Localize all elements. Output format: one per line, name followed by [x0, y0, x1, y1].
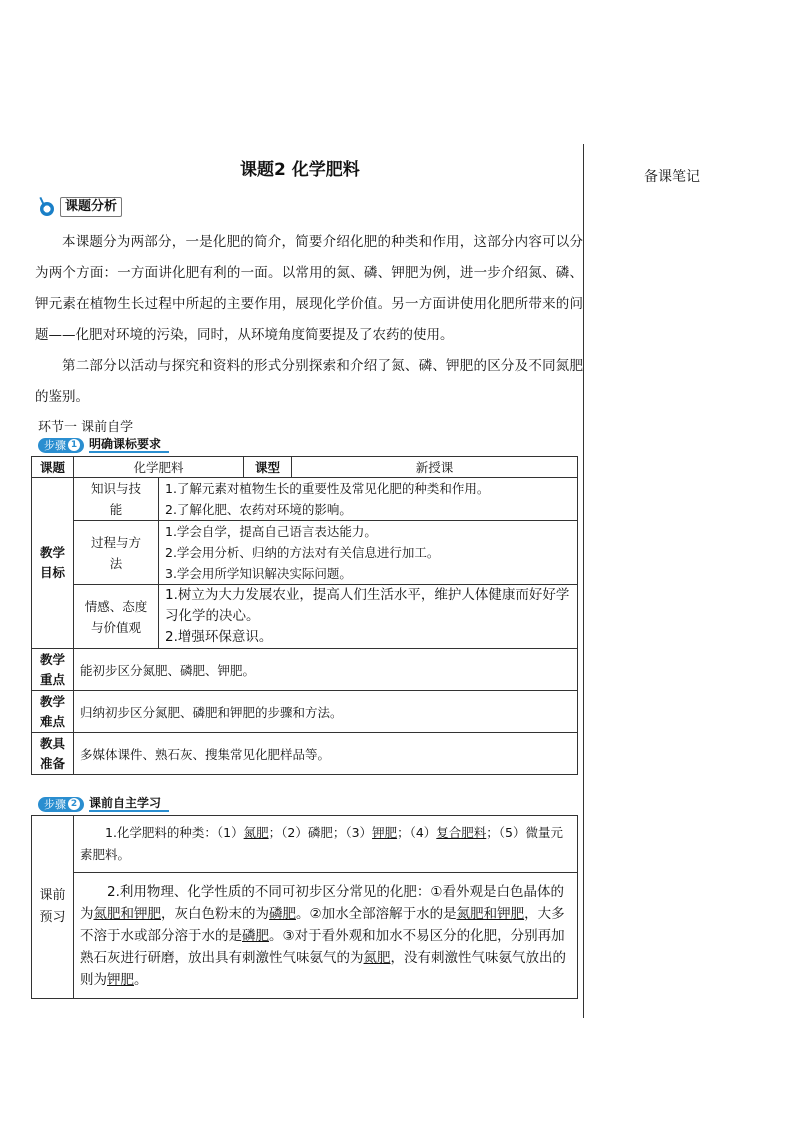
q2-text: ，大多不溶于水或部分溶于水的是	[80, 905, 565, 944]
step-1-pill	[38, 438, 84, 453]
goal-item: 1.学会自学，提高自己语言表达能力。	[165, 524, 377, 539]
q2-text: 。	[134, 971, 148, 988]
tools-label	[32, 733, 74, 775]
topic-label: 课题	[32, 457, 74, 478]
goal-dimension: 知识与技能	[74, 478, 159, 521]
preview-table	[31, 815, 578, 999]
difficult-value: 归纳初步区分氮肥、磷肥和钾肥的步骤和方法。	[74, 691, 578, 733]
table-row	[32, 478, 578, 521]
analysis-badge	[38, 197, 122, 217]
preview-question-2	[74, 873, 578, 999]
tools-label-text: 教具准备	[39, 735, 65, 771]
goal-item: 1.了解元素对植物生长的重要性及常见化肥的种类和作用。	[165, 481, 490, 496]
step-2-title: 课前自主学习	[89, 796, 169, 812]
q2-answer: 磷肥	[269, 905, 296, 922]
step-1-header	[38, 437, 169, 453]
margin-divider	[583, 144, 584, 1018]
q1-answer: 钾肥	[372, 825, 398, 840]
goals-label	[32, 478, 74, 649]
step-2-number: 2	[68, 798, 80, 810]
q2-answer: 氮肥和钾肥	[456, 905, 525, 922]
topic-value: 化学肥料	[74, 457, 244, 478]
preview-label	[32, 816, 74, 999]
goal-items	[159, 585, 578, 649]
q2-text: ，灰白色粉末的为	[161, 905, 269, 922]
goal-item: 2.了解化肥、农药对环境的影响。	[165, 502, 352, 517]
table-row	[32, 691, 578, 733]
side-note-label: 备课笔记	[644, 169, 700, 185]
q2-text: ，没有刺激性气味氨气放出的则为	[80, 949, 566, 988]
q1-answer: 氮肥	[243, 825, 269, 840]
table-row	[32, 733, 578, 775]
q1-text: ；（2）磷肥；（3）	[268, 825, 373, 840]
q1-text: ；（4）	[397, 825, 437, 840]
goal-item: 1.树立为大力发展农业，提高人们生活水平，维护人体健康而好好学习化学的决心。	[165, 587, 570, 624]
q2-text: 。③对于看外观和加水不易区分的化肥，分别再加熟石灰进行研磨，放出具有刺激性气味氨气的为	[80, 927, 565, 966]
table-row	[32, 521, 578, 585]
table-row	[32, 816, 578, 873]
step-2-header	[38, 796, 169, 812]
goal-dimension: 过程与方法	[74, 521, 159, 585]
step-2-pill	[38, 797, 84, 812]
q2-text: 。②加水全部溶解于水的是	[296, 905, 457, 922]
lesson-analysis-icon	[38, 197, 60, 217]
step-1-title: 明确课标要求	[89, 437, 169, 453]
q2-text: 2.利用物理、化学性质的不同可初步区分常见的化肥：①看外观是白色晶体的为	[80, 883, 564, 922]
step-1-number: 1	[68, 439, 80, 451]
goals-label-text: 教学目标	[39, 545, 65, 580]
step-1-label: 步骤	[44, 438, 66, 452]
tools-value: 多媒体课件、熟石灰、搜集常见化肥样品等。	[74, 733, 578, 775]
key-value: 能初步区分氮肥、磷肥、钾肥。	[74, 649, 578, 691]
analysis-badge-label: 课题分析	[60, 197, 122, 217]
q2-answer: 磷肥	[242, 927, 269, 944]
section-heading: 环节一 课前自学	[38, 420, 134, 435]
q1-answer: 复合肥料	[436, 825, 487, 840]
preview-question-1	[74, 816, 578, 873]
table-row	[32, 873, 578, 999]
q1-text: 1.化学肥料的种类：（1）	[105, 825, 244, 840]
q1-text: ；（5）微量元素肥料。	[80, 825, 564, 862]
goal-item: 3.学会用所学知识解决实际问题。	[165, 566, 352, 581]
curriculum-table	[31, 456, 578, 775]
type-label: 课型	[244, 457, 292, 478]
goal-items	[159, 478, 578, 521]
key-label-text: 教学重点	[39, 651, 65, 687]
table-row	[32, 457, 578, 478]
type-value: 新授课	[292, 457, 578, 478]
preview-label-text: 课前预习	[39, 888, 66, 925]
key-label	[32, 649, 74, 691]
intro-paragraph-1: 本课题分为两部分，一是化肥的简介，简要介绍化肥的种类和作用，这部分内容可以分为两个方面：一方面讲化肥有利的一面。以常用的氮、磷、钾肥为例，进一步介绍氮、磷、钾元素在植物生长过程中所起的主要作用，展现化学价值。另一方面讲使用化肥所带来的问题——化肥对环境的污染，同时，从环境角度简要提及了农药的使用。	[35, 234, 583, 343]
goal-item: 2.学会用分析、归纳的方法对有关信息进行加工。	[165, 545, 440, 560]
goal-dimension: 情感、态度与价值观	[74, 585, 159, 649]
page-title: 课题2 化学肥料	[240, 160, 360, 180]
difficult-label	[32, 691, 74, 733]
q2-answer: 钾肥	[107, 971, 134, 988]
table-row	[32, 649, 578, 691]
intro-paragraph-2: 第二部分以活动与探究和资料的形式分别探索和介绍了氮、磷、钾肥的区分及不同氮肥的鉴别。	[35, 358, 583, 405]
difficult-label-text: 教学难点	[39, 693, 65, 729]
goal-items	[159, 521, 578, 585]
goal-item: 2.增强环保意识。	[165, 629, 273, 645]
q2-answer: 氮肥和钾肥	[93, 905, 161, 922]
q2-answer: 氮肥	[363, 949, 391, 966]
table-row	[32, 585, 578, 649]
step-2-label: 步骤	[44, 797, 66, 811]
